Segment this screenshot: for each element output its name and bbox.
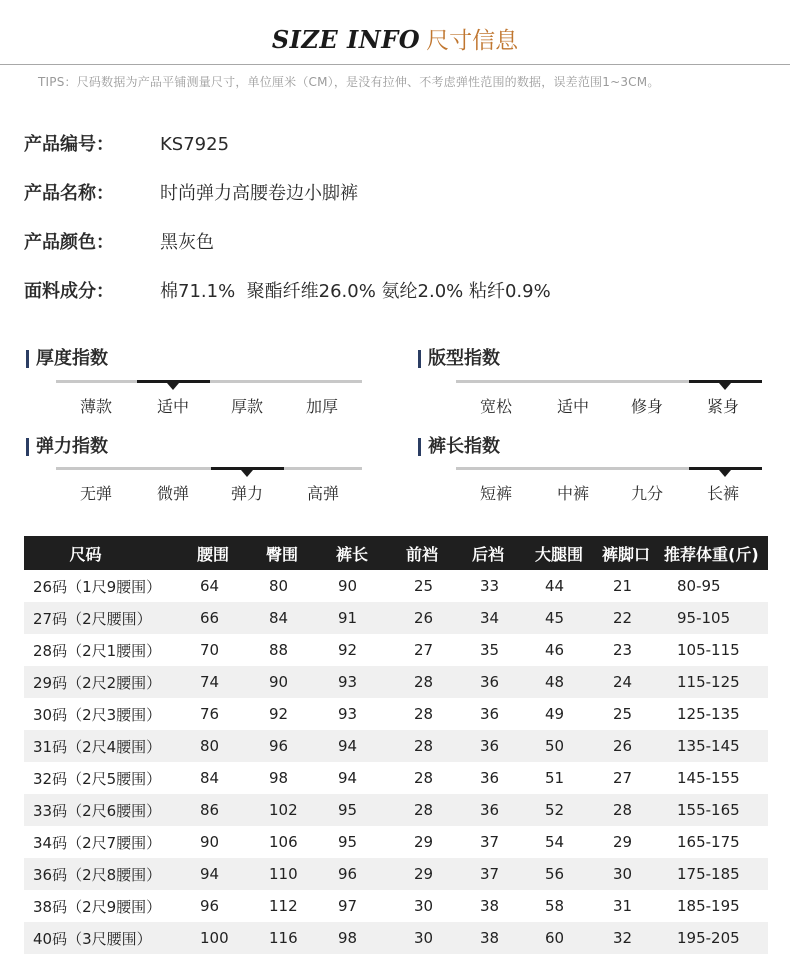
value-cell: 37: [480, 833, 500, 851]
value-cell: 70: [200, 641, 220, 659]
value-cell: 102: [260, 794, 329, 826]
length-option: 九分: [630, 484, 663, 503]
fit-option: 修身: [630, 397, 663, 416]
size-cell: 28码（2尺1腰围）: [33, 641, 162, 660]
value-cell: 30: [414, 897, 434, 915]
value-cell: 91: [329, 602, 398, 634]
value-cell: 106: [269, 833, 298, 851]
value-cell: 36: [466, 730, 531, 762]
value-cell: 95-105: [664, 602, 768, 634]
fit-option: 宽松: [479, 397, 512, 416]
value-cell: 112: [269, 897, 298, 915]
value-cell: 98: [329, 922, 398, 954]
length-scale: [456, 467, 762, 507]
value-cell: 38: [466, 922, 531, 954]
value-cell: 26: [600, 730, 664, 762]
table-row: [24, 794, 768, 826]
table-row: [24, 826, 768, 858]
value-cell: 125-135: [677, 705, 740, 723]
length-option: 中裤: [556, 484, 589, 503]
table-row: [24, 762, 768, 794]
value-cell: 155-165: [664, 794, 768, 826]
value-cell: 96: [329, 858, 398, 890]
fabric-row: [24, 279, 551, 305]
value-cell: 36: [480, 769, 500, 787]
fit-option: 适中: [556, 397, 589, 416]
column-header: 裤长: [329, 536, 398, 570]
value-cell: 66: [191, 602, 260, 634]
value-cell: 50: [531, 730, 600, 762]
selected-marker-icon: [241, 470, 253, 477]
value-cell: 28: [414, 705, 434, 723]
value-cell: 44: [545, 577, 565, 595]
fit-index-title: 版型指数: [418, 348, 500, 370]
thickness-index-title: 厚度指数: [26, 348, 108, 370]
value-cell: 36: [480, 705, 500, 723]
value-cell: 165-175: [677, 833, 740, 851]
column-header: 尺码: [24, 536, 191, 570]
value-cell: 34: [466, 602, 531, 634]
table-row: [24, 890, 768, 922]
value-cell: 92: [338, 641, 358, 659]
product-name-value: 时尚弹力高腰卷边小脚裤: [160, 183, 358, 204]
value-cell: 37: [466, 858, 531, 890]
value-cell: 23: [613, 641, 633, 659]
product-code-label: 产品编号：: [24, 134, 114, 155]
value-cell: 94: [338, 769, 358, 787]
size-cell: 32码（2尺5腰围）: [33, 769, 162, 788]
value-cell: 29: [613, 833, 633, 851]
value-cell: 46: [545, 641, 565, 659]
table-row: [24, 858, 768, 890]
column-header: 腰围: [191, 536, 260, 570]
value-cell: 76: [200, 705, 220, 723]
value-cell: 52: [531, 794, 600, 826]
elasticity-scale: [56, 467, 362, 507]
product-color-label: 产品颜色：: [24, 232, 114, 253]
value-cell: 96: [200, 897, 220, 915]
value-cell: 32: [600, 922, 664, 954]
value-cell: 28: [398, 666, 466, 698]
product-name-label: 产品名称：: [24, 183, 114, 204]
value-cell: 25: [613, 705, 633, 723]
table-row: [24, 730, 768, 762]
value-cell: 36: [466, 666, 531, 698]
value-cell: 110: [260, 858, 329, 890]
value-cell: 115-125: [664, 666, 768, 698]
elasticity-option: 微弹: [156, 484, 189, 503]
value-cell: 27: [414, 641, 434, 659]
value-cell: 29: [398, 858, 466, 890]
value-cell: 116: [260, 922, 329, 954]
fabric-value: 棉71.1% 聚酯纤维26.0% 氨纶2.0% 粘纤0.9%: [160, 281, 551, 302]
size-cell: 27码（2尺腰围）: [24, 602, 191, 634]
fabric-label: 面料成分：: [24, 281, 114, 302]
product-color-value: 黑灰色: [160, 232, 214, 253]
size-cell: 38码（2尺9腰围）: [33, 897, 162, 916]
value-cell: 96: [260, 730, 329, 762]
table-row: [24, 634, 768, 666]
value-cell: 88: [269, 641, 289, 659]
value-cell: 28: [414, 769, 434, 787]
column-header: 大腿围: [531, 536, 600, 570]
size-cell: 30码（2尺3腰围）: [33, 705, 162, 724]
table-row: [24, 666, 768, 698]
value-cell: 80: [269, 577, 289, 595]
value-cell: 28: [398, 730, 466, 762]
selected-marker-icon: [719, 383, 731, 390]
product-color-row: [24, 230, 214, 256]
value-cell: 33: [480, 577, 500, 595]
column-header: 推荐体重(斤): [664, 536, 768, 570]
value-cell: 26: [398, 602, 466, 634]
value-cell: 98: [269, 769, 289, 787]
thickness-option: 厚款: [230, 397, 263, 416]
value-cell: 28: [398, 794, 466, 826]
column-header: 前裆: [398, 536, 466, 570]
value-cell: 145-155: [677, 769, 740, 787]
value-cell: 64: [200, 577, 220, 595]
value-cell: 28: [600, 794, 664, 826]
value-cell: 30: [600, 858, 664, 890]
value-cell: 105-115: [677, 641, 740, 659]
value-cell: 94: [329, 730, 398, 762]
value-cell: 38: [480, 897, 500, 915]
value-cell: 80: [191, 730, 260, 762]
size-cell: 33码（2尺6腰围）: [24, 794, 191, 826]
thickness-scale: [56, 380, 362, 420]
size-cell: 26码（1尺9腰围）: [33, 577, 162, 596]
page-title: [0, 22, 790, 58]
value-cell: 60: [531, 922, 600, 954]
thickness-option: 加厚: [305, 397, 338, 416]
length-index-title: 裤长指数: [418, 436, 500, 458]
table-header-row: [24, 536, 768, 570]
fit-option-selected: 紧身: [706, 397, 739, 416]
title-chinese: 尺寸信息: [426, 28, 519, 54]
size-cell: 36码（2尺8腰围）: [24, 858, 191, 890]
value-cell: 93: [338, 705, 358, 723]
value-cell: 195-205: [664, 922, 768, 954]
title-english: SIZE INFO: [271, 25, 421, 54]
value-cell: 51: [545, 769, 565, 787]
elasticity-index-title: 弹力指数: [26, 436, 108, 458]
value-cell: 54: [545, 833, 565, 851]
elasticity-option-selected: 弹力: [230, 484, 263, 503]
value-cell: 21: [613, 577, 633, 595]
column-header: 后裆: [466, 536, 531, 570]
value-cell: 90: [200, 833, 220, 851]
selected-marker-icon: [167, 383, 179, 390]
product-code-row: [24, 132, 229, 158]
table-row: [24, 922, 768, 954]
size-cell: 29码（2尺2腰围）: [24, 666, 191, 698]
column-header: 裤脚口: [600, 536, 664, 570]
value-cell: 48: [531, 666, 600, 698]
table-row: [24, 570, 768, 602]
column-header: 臀围: [260, 536, 329, 570]
length-option-selected: 长裤: [706, 484, 739, 503]
value-cell: 90: [260, 666, 329, 698]
elasticity-option: 无弹: [79, 484, 112, 503]
value-cell: 135-145: [664, 730, 768, 762]
product-name-row: [24, 181, 358, 207]
length-option: 短裤: [479, 484, 512, 503]
value-cell: 80-95: [677, 577, 721, 595]
value-cell: 31: [613, 897, 633, 915]
value-cell: 92: [269, 705, 289, 723]
value-cell: 94: [191, 858, 260, 890]
value-cell: 84: [260, 602, 329, 634]
value-cell: 49: [545, 705, 565, 723]
value-cell: 97: [338, 897, 358, 915]
value-cell: 24: [600, 666, 664, 698]
value-cell: 29: [414, 833, 434, 851]
value-cell: 22: [600, 602, 664, 634]
fit-scale: [456, 380, 762, 420]
size-table: [24, 536, 768, 954]
size-cell: 34码（2尺7腰围）: [33, 833, 162, 852]
value-cell: 100: [191, 922, 260, 954]
size-cell: 31码（2尺4腰围）: [24, 730, 191, 762]
value-cell: 185-195: [677, 897, 740, 915]
value-cell: 95: [338, 833, 358, 851]
value-cell: 36: [466, 794, 531, 826]
tips-text: TIPS：尺码数据为产品平铺测量尺寸，单位厘米（CM），是没有拉伸、不考虑弹性范围的数据，误差范围1~3CM。: [38, 75, 660, 89]
thickness-option-selected: 适中: [156, 397, 189, 416]
size-table-body: [24, 570, 768, 954]
value-cell: 175-185: [664, 858, 768, 890]
value-cell: 45: [531, 602, 600, 634]
value-cell: 25: [414, 577, 434, 595]
title-divider: [0, 64, 790, 65]
thickness-option: 薄款: [79, 397, 112, 416]
value-cell: 84: [200, 769, 220, 787]
value-cell: 74: [191, 666, 260, 698]
selected-marker-icon: [719, 470, 731, 477]
product-code-value: KS7925: [160, 134, 230, 155]
value-cell: 86: [191, 794, 260, 826]
value-cell: 95: [329, 794, 398, 826]
table-row: [24, 602, 768, 634]
elasticity-option: 高弹: [306, 484, 339, 503]
value-cell: 90: [338, 577, 358, 595]
table-row: [24, 698, 768, 730]
value-cell: 27: [613, 769, 633, 787]
size-cell: 40码（3尺腰围）: [24, 922, 191, 954]
scale-track: [56, 467, 362, 470]
value-cell: 93: [329, 666, 398, 698]
value-cell: 58: [545, 897, 565, 915]
value-cell: 56: [531, 858, 600, 890]
value-cell: 35: [480, 641, 500, 659]
value-cell: 30: [398, 922, 466, 954]
